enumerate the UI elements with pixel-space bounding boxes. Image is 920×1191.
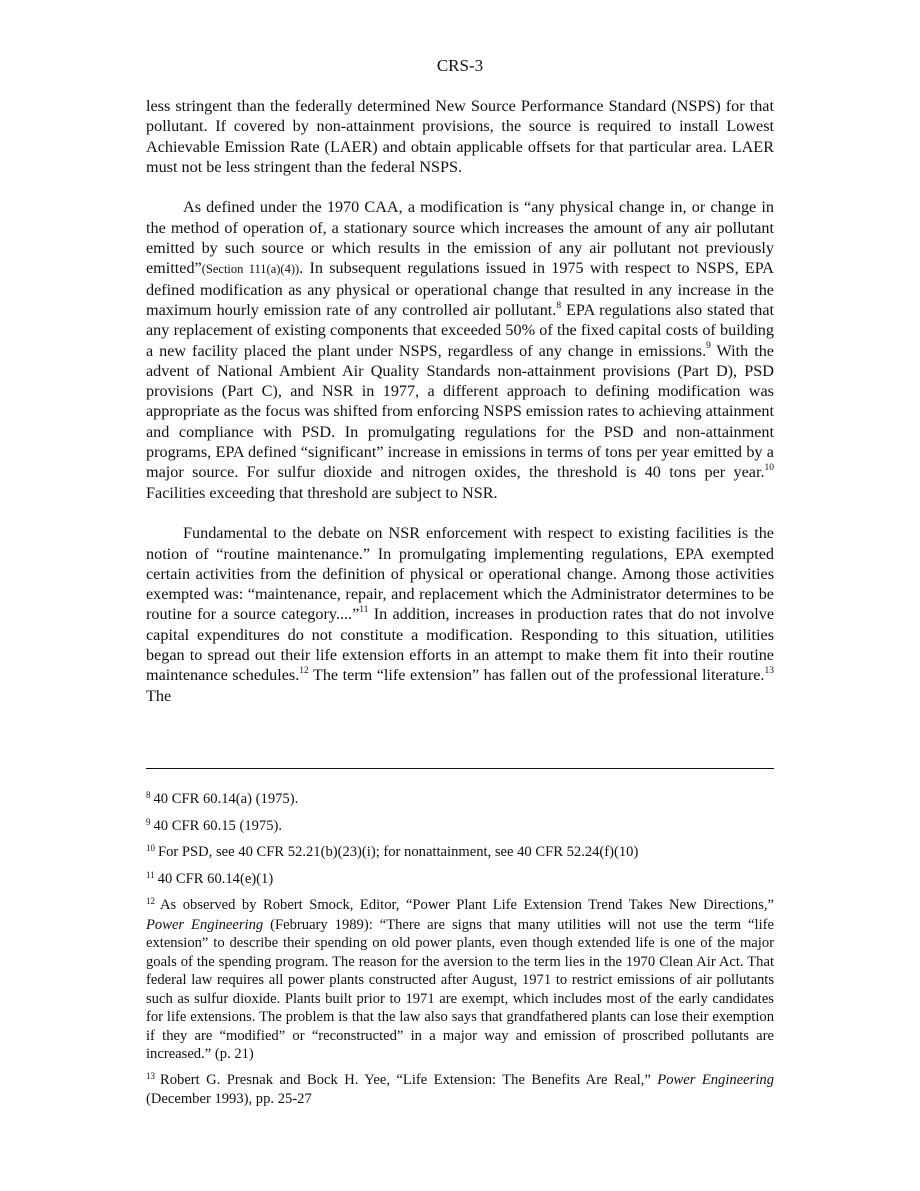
journal-title: Power Engineering xyxy=(657,1071,774,1088)
journal-title: Power Engineering xyxy=(146,916,264,933)
paragraph-3-text-3: The term “life extension” has fallen out of the professional literature. xyxy=(308,666,765,685)
paragraph-3-text-2: In addition, increases in production rates that do not involve capital expenditures do not constitute a modification. Responding to this situation, utilities began to spread out their life extension efforts in an attempt to make them fit into their routine maintenance schedules. xyxy=(146,605,775,685)
main-body-text xyxy=(146,96,774,726)
footnote-ref-10[interactable]: 10 xyxy=(764,462,774,473)
paragraph-2-text-3: EPA regulations also stated that any replacement of existing components that exceeded 50% of the fixed capital costs of building a new facility placed the plant under NSPS, regardless of any change in emissions. xyxy=(146,300,775,360)
paragraph-1: less stringent than the federally determined New Source Performance Standard (NSPS) for that pollutant. If covered by non-attainment provisions, the source is required to install Lowest Achievable Emission Rate (LAER) and obtain applicable offsets for that particular area. LAER must not be less stringent than the federal NSPS. xyxy=(146,97,774,176)
footnote-ref-9[interactable]: 9 xyxy=(706,341,711,352)
footnote-ref-13[interactable]: 13 xyxy=(764,665,774,676)
footnote-number: 12 xyxy=(146,896,155,906)
paragraph-2-text-2: . In subsequent regulations issued in 1975 with respect to NSPS, EPA defined modification as any physical or operational change that resulted in any increase in the maximum hourly emission rate of any controlled air pollutant. xyxy=(146,259,774,319)
footnote-ref-11[interactable]: 11 xyxy=(359,605,369,616)
footnote-text-2: (February 1989): “There are signs that many utilities will not use the term “life extension” to describe their spending on old power plants, even though extended life is one of the major goals of the spending program. The reason for the aversion to the term lies in the 1970 Clean Air Act. That federal law requires all power plants constructed after August, 1971 to restrict emissions of air pollutants such as sulfur dioxide. Plants built prior to 1971 are exempt, which includes most of the early candidates for life extensions. The problem is that the law also says that grandfathered plants can lose their exemption if they are “modified” or “reconstructed” in a major way and emission of proscribed pollutants are increased.” (p. 21) xyxy=(146,916,774,1062)
footnote-text: For PSD, see 40 CFR 52.21(b)(23)(i); for nonattainment, see 40 CFR 52.24(f)(10) xyxy=(158,844,639,860)
paragraph-3-text-4: The xyxy=(146,686,172,705)
footnote-number: 13 xyxy=(146,1070,155,1081)
footnote-text: 40 CFR 60.14(e)(1) xyxy=(157,870,274,887)
footnote-text-1: Robert G. Presnak and Bock H. Yee, “Life Extension: The Benefits Are Real,” xyxy=(160,1071,658,1088)
paragraph-2-text-5: Facilities exceeding that threshold are subject to NSR. xyxy=(146,483,498,502)
footnote-number: 9 xyxy=(146,816,151,827)
paragraph-2-text-1: As defined under the 1970 CAA, a modification is “any physical change in, or change in the method of operation of, a stationary source which increases the amount of any air pollutant emitted by such source or which results in the emission of any air pollutant not previously emitted” xyxy=(146,198,774,278)
footnote-9 xyxy=(146,817,774,837)
footnote-10 xyxy=(146,843,774,863)
footnote-ref-8[interactable]: 8 xyxy=(556,300,562,311)
paragraph-3-text-1: Fundamental to the debate on NSR enforcement with respect to existing facilities is the notion of “routine maintenance.” In promulgating implementing regulations, EPA exempted certain activities from the definition of physical or operational change. Among those activities exempted was: “maintenance, repair, and replacement which the Administrator determines to be routine for a source category....” xyxy=(146,524,774,624)
footnote-number: 11 xyxy=(146,869,155,880)
page-number-header: CRS-3 xyxy=(436,56,484,75)
footnote-13 xyxy=(146,1071,774,1109)
footnote-number: 10 xyxy=(146,843,155,853)
footnote-text: 40 CFR 60.15 (1975). xyxy=(153,817,283,834)
paragraph-3 xyxy=(146,523,774,706)
paragraph-2-text-4: With the advent of National Ambient Air Quality Standards non-attainment provisions (Part D), PSD provisions (Part C), and NSR in 1977, a different approach to defining modification was appropriate as the focus was shifted from enforcing NSPS emission rates to achieving attainment and compliance with PSD. In promulgating regulations for the PSD and non-attainment programs, EPA defined “significant” increase in emissions in terms of tons per year emitted by a major source. For sulfur dioxide and nitrogen oxides, the threshold is 40 tons per year. xyxy=(146,341,775,482)
footnote-text-2: (December 1993), pp. 25-27 xyxy=(146,1091,312,1107)
footnote-ref-12[interactable]: 12 xyxy=(299,665,309,676)
footnotes-section xyxy=(146,790,774,1116)
footnote-11 xyxy=(146,870,774,890)
paragraph-2 xyxy=(146,197,774,502)
footnote-divider xyxy=(146,768,774,769)
section-reference: (Section 111(a)(4)) xyxy=(201,262,300,277)
footnote-12 xyxy=(146,896,774,1064)
footnote-text: 40 CFR 60.14(a) (1975). xyxy=(153,791,299,807)
footnote-number: 8 xyxy=(146,790,151,800)
footnote-8 xyxy=(146,790,774,810)
footnote-text-1: As observed by Robert Smock, Editor, “Power Plant Life Extension Trend Takes New Directions,” xyxy=(160,897,774,913)
